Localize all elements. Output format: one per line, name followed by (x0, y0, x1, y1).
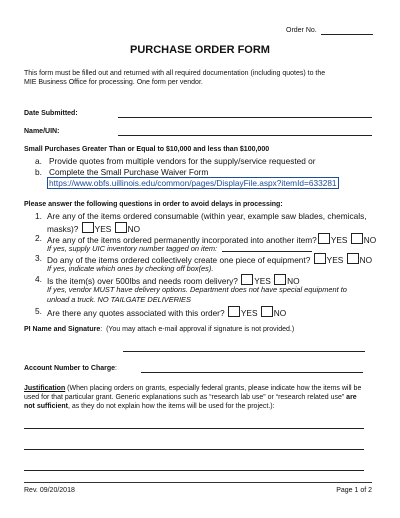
q4-number: 4. (35, 274, 42, 284)
option-a-marker: a. (35, 156, 42, 166)
justification-text-2a: used for that particular grant. Generic explanations such as “research lab use” or “research related use” (24, 394, 347, 401)
q4-no-checkbox[interactable] (274, 274, 286, 285)
q3-yes-checkbox[interactable] (314, 253, 326, 264)
q1-line-2-text: masks)? (47, 224, 79, 234)
account-number-colon: : (115, 365, 117, 372)
q5-yes-label: YES (240, 308, 258, 318)
q2-inventory-field[interactable] (222, 251, 312, 252)
q5-no-label: NO (273, 308, 287, 318)
option-b-text: Complete the Small Purchase Waiver Form (49, 167, 209, 177)
small-purchases-heading: Small Purchases Greater Than or Equal to $10,000 and less than $100,000 (24, 146, 270, 153)
order-no-label: Order No. (286, 27, 317, 34)
justification-line-field-3[interactable] (24, 470, 364, 471)
date-submitted-label: Date Submitted: (24, 110, 78, 117)
q3-line-1-text: Do any of the items ordered collectively create one piece of equipment? (47, 255, 311, 265)
q3-note: If yes, indicate which ones by checking off box(es). (47, 264, 214, 273)
q1-number: 1. (35, 211, 42, 221)
q5-number: 5. (35, 306, 42, 316)
q5-no-checkbox[interactable] (261, 306, 273, 317)
justification-line-field-1[interactable] (24, 428, 364, 429)
option-a-text: Provide quotes from multiple vendors for the supply/service requested or (49, 156, 316, 166)
q4-note-1: If yes, vendor MUST have delivery options. Department does not have special equipment to (47, 285, 347, 294)
q2-yes-checkbox[interactable] (318, 233, 330, 244)
pi-signature-field[interactable] (123, 351, 365, 352)
account-number-field[interactable] (141, 372, 363, 373)
name-uin-label: Name/UIN: (24, 128, 60, 135)
justification-line-field-2[interactable] (24, 449, 364, 450)
q1-no-checkbox[interactable] (115, 222, 127, 233)
justification-line-2 (24, 393, 357, 402)
justification-label: Justification (24, 385, 66, 392)
q3-yes-label: YES (326, 255, 344, 265)
q1-yes-label: YES (94, 224, 112, 234)
q1-no-label: NO (127, 224, 141, 234)
page-title: PURCHASE ORDER FORM (130, 44, 270, 56)
pi-signature-row (24, 325, 294, 334)
waiver-form-link[interactable] (47, 178, 339, 189)
footer-divider (24, 482, 372, 483)
q3-number: 3. (35, 253, 42, 263)
justification-line-1 (24, 384, 361, 393)
q1-line-1: Are any of the items ordered consumable (within year, example saw blades, chemicals, (47, 211, 367, 221)
page-number: Page 1 of 2 (336, 487, 372, 494)
intro-line-2: MIE Business Office for processing. One form per vendor. (24, 79, 203, 86)
q2-yes-label: YES (330, 235, 348, 245)
q4-yes-label: YES (254, 276, 271, 286)
q2-no-label: NO (363, 235, 377, 245)
q3-no-label: NO (359, 255, 373, 265)
account-number-label: Account Number to Charge (24, 365, 116, 372)
q2-number: 2. (35, 233, 42, 243)
q4-no-label: NO (287, 276, 300, 286)
waiver-form-link-text[interactable]: https://www.obfs.uillinois.edu/common/pages/DisplayFile.aspx?itemId=633281 (49, 178, 337, 188)
q2-line-1-text: Are any of the items ordered permanently incorporated into another item? (47, 235, 317, 245)
q4-note-2: unload a truck. NO TAILGATE DELIVERIES (47, 295, 191, 304)
pi-signature-label: PI Name and Signature (24, 326, 101, 333)
q5-line-1-text: Are there any quotes associated with this order? (47, 308, 225, 318)
account-number-row (24, 364, 117, 373)
q2-note: If yes, supply UIC inventory number tagged on item: (47, 244, 218, 253)
q3-no-checkbox[interactable] (347, 253, 359, 264)
intro-line-1: This form must be filled out and returned with all required documentation (including quotes) to the (24, 70, 326, 77)
pi-signature-colon: : (100, 326, 103, 333)
q5-line-1 (47, 306, 286, 319)
questions-heading: Please answer the following questions in order to avoid delays in processing: (24, 201, 283, 208)
q4-yes-checkbox[interactable] (241, 274, 253, 285)
pi-signature-note: (You may attach e-mail approval if signature is not provided.) (106, 326, 295, 333)
q4-line-1-text: Is the item(s) over 500lbs and needs room delivery? (47, 276, 238, 286)
date-submitted-field[interactable] (118, 117, 372, 118)
justification-text-3a: not sufficient (24, 403, 68, 410)
q2-no-checkbox[interactable] (351, 233, 363, 244)
justification-line-3 (24, 402, 275, 411)
revision-label: Rev. 09/20/2018 (24, 487, 75, 494)
q5-yes-checkbox[interactable] (228, 306, 240, 317)
order-no-line[interactable] (321, 34, 373, 35)
justification-text-1: (When placing orders on grants, especially federal grants, please indicate how the items will be (65, 385, 362, 392)
justification-text-2b: are (346, 394, 357, 401)
option-b-marker: b. (35, 167, 42, 177)
q1-yes-checkbox[interactable] (82, 222, 94, 233)
justification-text-3b: , as they do not explain how the items will be used for the project.): (67, 403, 275, 410)
name-uin-field[interactable] (118, 135, 372, 136)
